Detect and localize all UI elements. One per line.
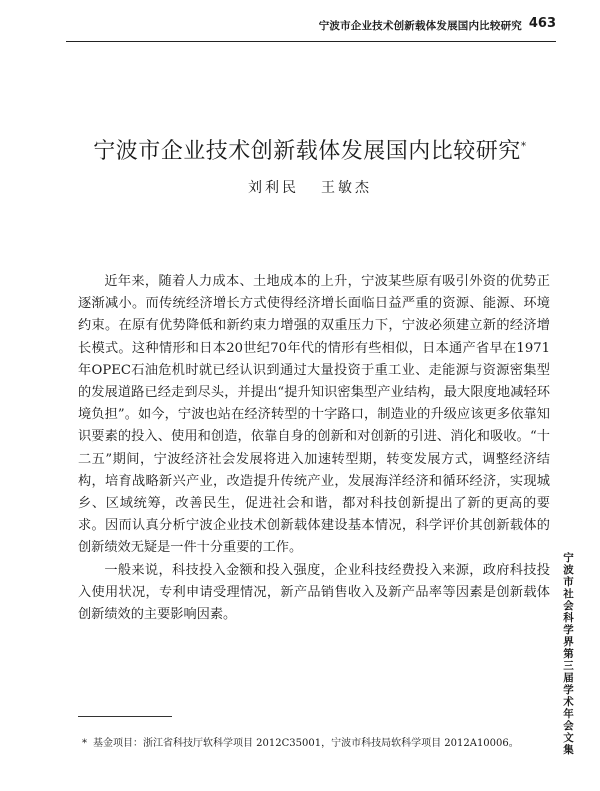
page-number: 463 — [528, 16, 556, 31]
author-1: 刘利民 — [248, 180, 299, 196]
running-header — [0, 14, 600, 40]
footnote-text: 基金项目：浙江省科技厅软科学项目 2012C35001，宁波市科技局软科学项目 2012A10006。 — [93, 738, 519, 749]
author-line — [66, 177, 554, 197]
body-text — [78, 271, 550, 626]
author-2: 王敏杰 — [321, 180, 372, 196]
running-title: 宁波市企业技术创新载体发展国内比较研究 — [318, 20, 522, 32]
header-rule — [66, 41, 556, 42]
footnote — [78, 735, 550, 753]
article-title-text: 宁波市企业技术创新载体发展国内比较研究 — [93, 139, 521, 164]
article-title — [66, 134, 554, 165]
paragraph-2: 一般来说，科技投入金额和投入强度，企业科技经费投入来源，政府科技投入使用状况，专利申请受理情况，新产品销售收入及新产品率等因素是创新载体创新绩效的主要影响因素。 — [78, 562, 550, 623]
title-footnote-mark: * — [520, 139, 527, 153]
footnote-mark: * — [82, 738, 87, 749]
sidebar-vertical-text: 宁波市社会科学界第三届学术年会文集 — [562, 552, 574, 756]
paragraph-1: 近年来，随着人力成本、土地成本的上升，宁波某些原有吸引外资的优势正逐渐减小。而传统经济增长方式使得经济增长面临日益严重的资源、能源、环境约束。在原有优势降低和新约束力增强的双重压力下，宁波必须建立新的经济增长模式。这种情形和日本20世纪70年代的情形有些相似，日本通产省早在1971年OPEC石油危机时就已经认识到通过大量投资于重工业、走能源与资源密集型的发展道路已经走到尽头，并提出“提升知识密集型产业结构，最大限度地减轻环境负担”。如今，宁波也站在经济转型的十字路口，制造业的升级应该更多依靠知识要素的投入、使用和创造，依靠自身的创新和对创新的引进、消化和吸收。“十二五”期间，宁波经济社会发展将进入加速转型期，转变发展方式，调整经济结构，培育战略新兴产业，改造提升传统产业，发展海洋经济和循环经济，实现城乡、区域统筹，改善民生，促进社会和谐，都对科技创新提出了新的更高的要求。因而认真分析宁波企业技术创新载体建设基本情况，科学评价其创新载体的创新绩效无疑是一件十分重要的工作。 — [78, 274, 550, 556]
footnote-rule — [78, 716, 172, 717]
